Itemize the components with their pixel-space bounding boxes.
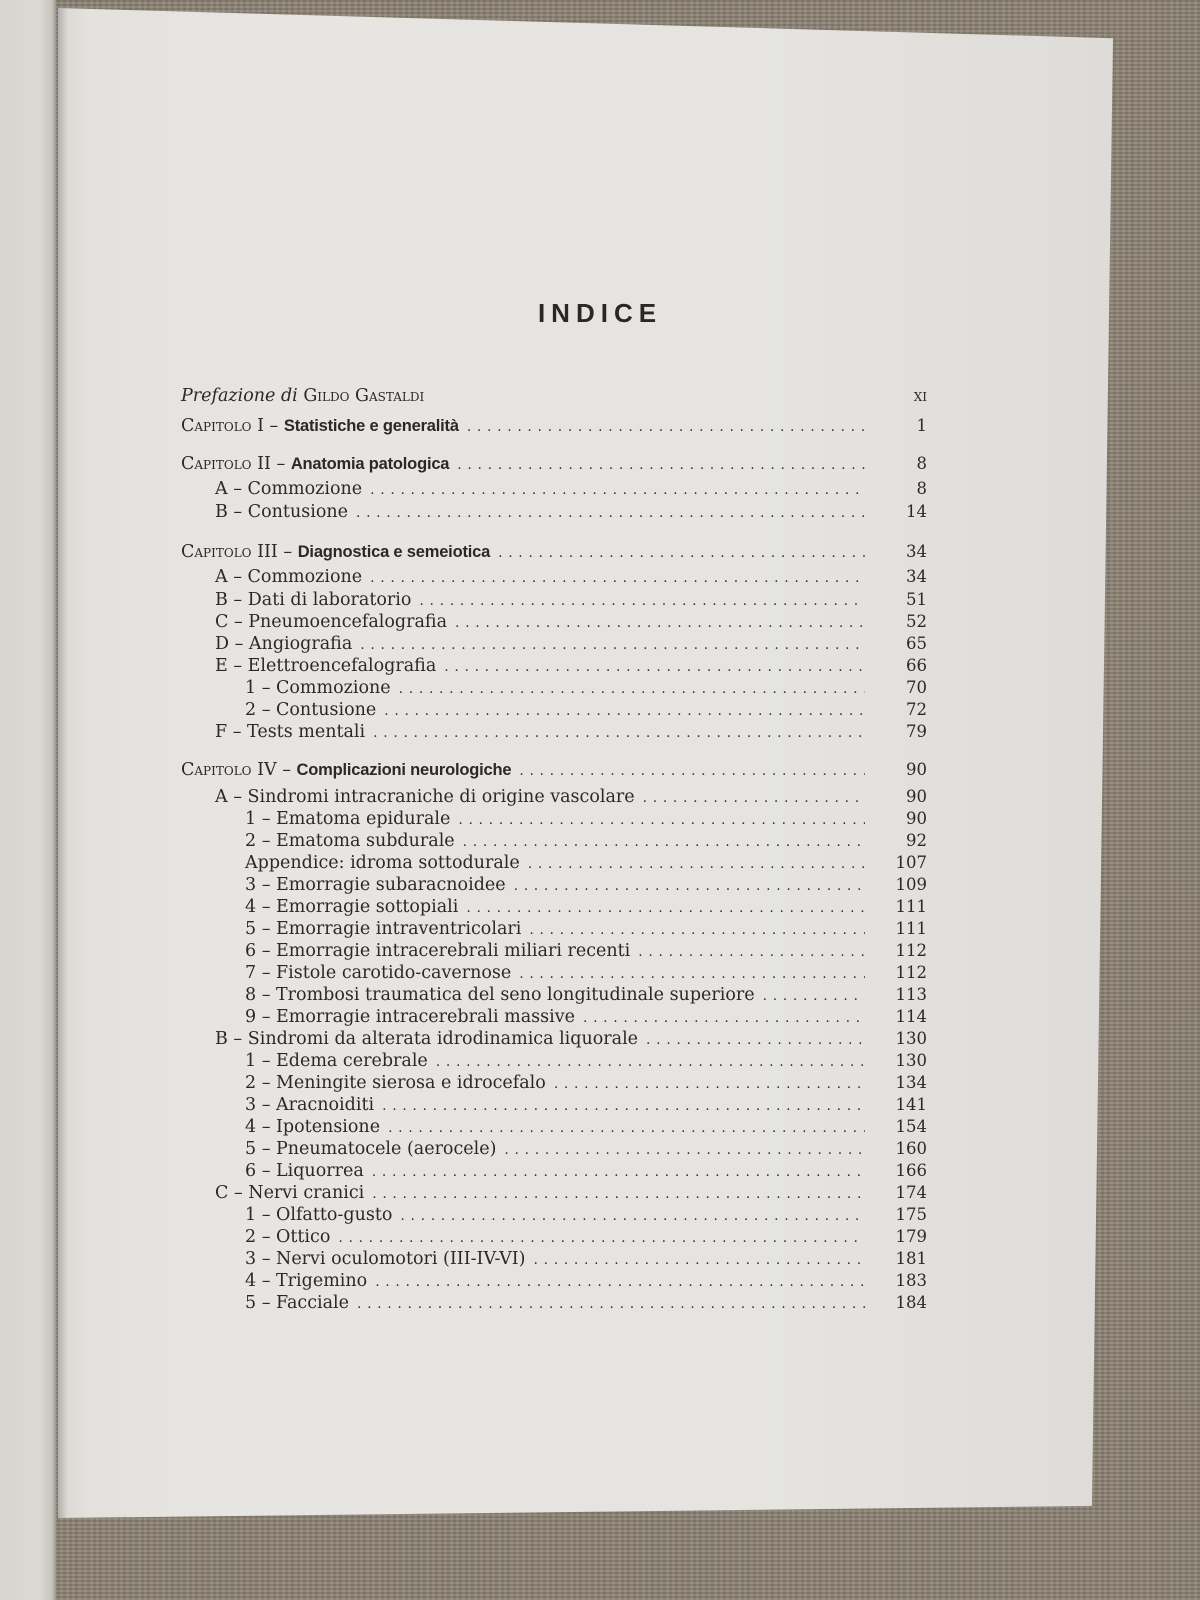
dot-leader — [763, 988, 865, 1004]
subsection-label: 3 – Nervi oculomotori (III-IV-VI) — [245, 1249, 526, 1269]
page-number: 14 — [906, 502, 927, 521]
page-number: 90 — [906, 760, 927, 779]
page-number: 130 — [895, 1051, 927, 1070]
page-number: 179 — [895, 1227, 927, 1246]
dot-leader — [384, 703, 865, 719]
chapter-number: Capitolo III – — [181, 542, 293, 562]
toc-entry-cap4-b2 — [181, 1073, 927, 1095]
toc-entry-cap4-c1 — [181, 1205, 927, 1227]
page-number: 130 — [895, 1029, 927, 1048]
page-number: 114 — [895, 1007, 927, 1026]
subsection-label: 7 – Fistole carotido-cavernose — [245, 963, 512, 983]
dot-leader — [375, 1274, 865, 1290]
page-number: 111 — [895, 897, 927, 916]
dot-leader — [463, 834, 865, 850]
page-number: 34 — [906, 542, 927, 561]
section-label: C – Nervi cranici — [215, 1183, 365, 1203]
dot-leader — [360, 637, 865, 653]
subsection-label: 3 – Aracnoiditi — [245, 1095, 375, 1115]
toc-entry-cap4-b4 — [181, 1117, 927, 1139]
subsection-label: 5 – Facciale — [245, 1293, 349, 1313]
subsection-label: 1 – Ematoma epidurale — [245, 809, 451, 829]
section-label: A – Sindromi intracraniche di origine vascolare — [215, 787, 635, 807]
toc-entry-cap3-e — [181, 656, 927, 678]
dot-leader — [498, 545, 865, 561]
dot-leader — [583, 1010, 865, 1026]
subsection-label: 3 – Emorragie subaracnoidee — [245, 875, 506, 895]
page-number: 111 — [895, 919, 927, 938]
page-number: 8 — [916, 479, 927, 498]
section-label: A – Commozione — [215, 479, 363, 499]
toc-entry-cap3 — [181, 542, 927, 564]
toc-entry-cap2 — [181, 454, 927, 476]
dot-leader — [457, 457, 865, 473]
dot-leader — [370, 570, 865, 586]
subsection-label: 5 – Pneumatocele (aerocele) — [245, 1139, 497, 1159]
dot-leader — [388, 1120, 865, 1136]
toc-entry-cap4-a9 — [181, 1007, 927, 1029]
page-number: 184 — [895, 1293, 927, 1312]
facing-page-edge — [0, 0, 56, 1600]
section-label: D – Angiografia — [215, 634, 353, 654]
section-label: B – Sindromi da alterata idrodinamica liquorale — [215, 1029, 639, 1049]
page-number: 166 — [895, 1161, 927, 1180]
page-number: 65 — [906, 634, 927, 653]
dot-leader — [638, 944, 865, 960]
toc-entry-cap4-a2 — [181, 831, 927, 853]
toc-entry-cap4-a5 — [181, 919, 927, 941]
page-number: 181 — [895, 1249, 927, 1268]
dot-leader — [338, 1230, 865, 1246]
page-number: 134 — [895, 1073, 927, 1092]
subsection-label: 1 – Olfatto-gusto — [245, 1205, 393, 1225]
toc-entry-cap4-a — [181, 787, 927, 809]
preface-label — [181, 386, 424, 406]
dot-leader — [529, 922, 865, 938]
dot-leader — [399, 681, 865, 697]
chapter-title: Diagnostica e semeiotica — [297, 543, 491, 561]
chapter-number: Capitolo II – — [181, 454, 286, 474]
page-number: xi — [913, 386, 927, 405]
page-number: 109 — [895, 875, 927, 894]
page-number: 34 — [906, 567, 927, 586]
dot-leader — [372, 1186, 865, 1202]
toc-entry-cap4 — [181, 760, 927, 782]
chapter-title: Complicazioni neurologiche — [296, 761, 512, 779]
toc-entry-cap3-a — [181, 567, 927, 589]
dot-leader — [458, 812, 865, 828]
dot-leader — [357, 1296, 865, 1312]
subsection-label: 8 – Trombosi traumatica del seno longitudinale superiore — [245, 985, 755, 1005]
toc-entry-cap4-c5 — [181, 1293, 927, 1315]
section-label: C – Pneumoencefalografia — [215, 612, 448, 632]
page-title: INDICE — [537, 298, 663, 328]
subsection-label: 4 – Ipotensione — [245, 1117, 381, 1137]
toc-entry-cap4-b — [181, 1029, 927, 1051]
subsection-label: 6 – Emorragie intracerebrali miliari recenti — [245, 941, 631, 961]
toc-entry-cap3-d — [181, 634, 927, 656]
toc-entry-cap1 — [181, 416, 927, 438]
subsection-label: 2 – Meningite sierosa e idrocefalo — [245, 1073, 546, 1093]
dot-leader — [519, 763, 865, 779]
dot-leader — [467, 419, 865, 435]
dot-leader — [455, 615, 865, 631]
dot-leader — [373, 725, 865, 741]
page-number: 112 — [895, 963, 927, 982]
toc-entry-cap4-a7 — [181, 963, 927, 985]
section-label: B – Contusione — [215, 502, 348, 522]
page-number: 79 — [906, 722, 927, 741]
toc-entry-cap3-b — [181, 590, 927, 612]
toc-entry-cap4-b6 — [181, 1161, 927, 1183]
page-number: 1 — [916, 416, 927, 435]
dot-leader — [466, 900, 865, 916]
page-number: 52 — [906, 612, 927, 631]
toc-entry-cap4-b1 — [181, 1051, 927, 1073]
toc-entry-cap4-a1 — [181, 809, 927, 831]
dot-leader — [400, 1208, 865, 1224]
dot-leader — [436, 1054, 865, 1070]
dot-leader — [382, 1098, 865, 1114]
dot-leader — [444, 659, 865, 675]
subsection-label: 1 – Commozione — [245, 678, 391, 698]
page-number: 154 — [895, 1117, 927, 1136]
subsection-label: 5 – Emorragie intraventricolari — [245, 919, 522, 939]
toc-entry-cap3-f — [181, 722, 927, 744]
section-label: E – Elettroencefalografia — [215, 656, 437, 676]
dot-leader — [419, 593, 865, 609]
subsection-label: Appendice: idroma sottodurale — [245, 853, 520, 873]
dot-leader — [643, 790, 865, 806]
page-number: 113 — [895, 985, 927, 1004]
dot-leader — [370, 482, 865, 498]
page-number: 112 — [895, 941, 927, 960]
toc-entry-cap4-a6 — [181, 941, 927, 963]
subsection-label: 4 – Emorragie sottopiali — [245, 897, 459, 917]
toc-entry-cap4-c — [181, 1183, 927, 1205]
section-label: B – Dati di laboratorio — [215, 590, 412, 610]
chapter-number: Capitolo IV – — [181, 760, 291, 780]
dot-leader — [646, 1032, 865, 1048]
toc-entry-cap4-c2 — [181, 1227, 927, 1249]
toc-entry-cap3-e1 — [181, 678, 927, 700]
dot-leader — [514, 878, 865, 894]
chapter-label — [181, 542, 490, 562]
page-number: 70 — [906, 678, 927, 697]
toc-entry-cap4-a3 — [181, 875, 927, 897]
dot-leader — [534, 1252, 866, 1268]
toc-entry-cap4-c3 — [181, 1249, 927, 1271]
dot-leader — [356, 505, 865, 521]
page-number: 107 — [895, 853, 927, 872]
dot-leader — [528, 856, 865, 872]
dot-leader — [519, 966, 865, 982]
toc-entry-cap3-e2 — [181, 700, 927, 722]
page-number: 183 — [895, 1271, 927, 1290]
chapter-number: Capitolo I – — [181, 416, 279, 436]
toc-preface — [181, 386, 927, 408]
subsection-label: 9 – Emorragie intracerebrali massive — [245, 1007, 575, 1027]
page-number: 66 — [906, 656, 927, 675]
toc-entry-cap4-b5 — [181, 1139, 927, 1161]
chapter-title: Statistiche e generalità — [283, 417, 459, 435]
subsection-label: 2 – Ottico — [245, 1227, 331, 1247]
page-number: 90 — [906, 787, 927, 806]
section-label: A – Commozione — [215, 567, 363, 587]
dot-leader — [554, 1076, 865, 1092]
toc-entry-cap4-c4 — [181, 1271, 927, 1293]
dot-leader — [372, 1164, 865, 1180]
chapter-label — [181, 416, 459, 436]
subsection-label: 6 – Liquorrea — [245, 1161, 364, 1181]
page-number: 175 — [895, 1205, 927, 1224]
dot-leader — [504, 1142, 865, 1158]
page-number: 8 — [916, 454, 927, 473]
page-number: 174 — [895, 1183, 927, 1202]
preface-author: Gildo Gastaldi — [303, 386, 425, 406]
page-number: 92 — [906, 831, 927, 850]
chapter-title: Anatomia patologica — [290, 455, 450, 473]
page-number: 72 — [906, 700, 927, 719]
chapter-label — [181, 760, 511, 780]
subsection-label: 2 – Ematoma subdurale — [245, 831, 455, 851]
page-number: 141 — [895, 1095, 927, 1114]
toc-entry-cap2-a — [181, 479, 927, 501]
subsection-label: 2 – Contusione — [245, 700, 377, 720]
page-number: 90 — [906, 809, 927, 828]
toc-entry-cap4-a8 — [181, 985, 927, 1007]
toc-entry-cap4-a2-app — [181, 853, 927, 875]
subsection-label: 4 – Trigemino — [245, 1271, 368, 1291]
toc-entry-cap2-b — [181, 502, 927, 524]
toc-entry-cap3-c — [181, 612, 927, 634]
toc-entry-cap4-a4 — [181, 897, 927, 919]
chapter-label — [181, 454, 449, 474]
toc-entry-cap4-b3 — [181, 1095, 927, 1117]
page-number: 51 — [906, 590, 927, 609]
page-number: 160 — [895, 1139, 927, 1158]
preface-italic: Prefazione di — [181, 386, 298, 406]
subsection-label: 1 – Edema cerebrale — [245, 1051, 428, 1071]
section-label: F – Tests mentali — [215, 722, 366, 742]
